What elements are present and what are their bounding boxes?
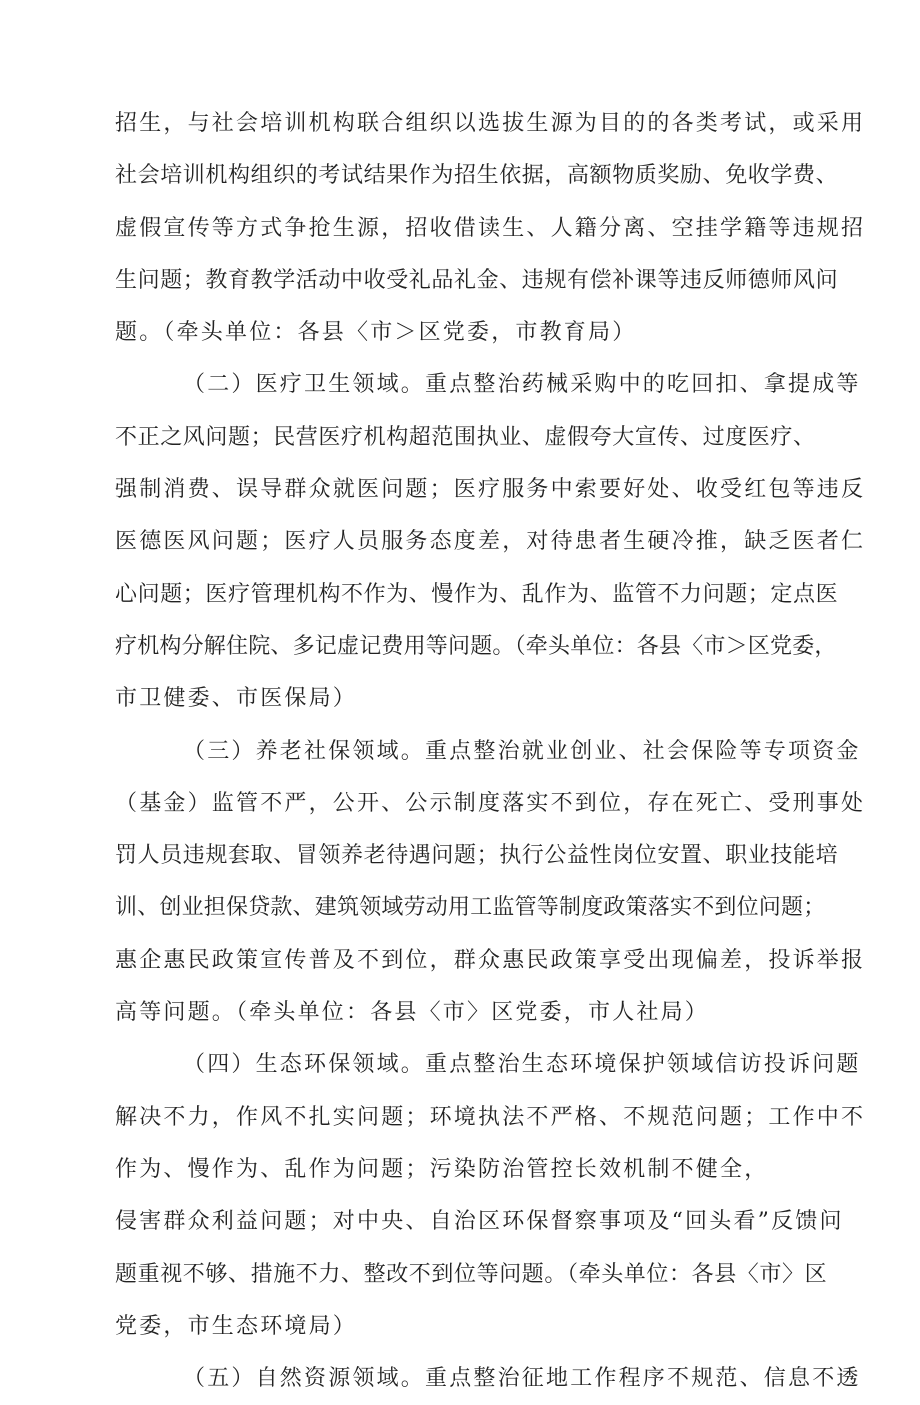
text-line: 医德医风问题；医疗人员服务态度差，对待患者生硬冷推，缺乏医者仁 (115, 529, 866, 555)
text-line: 高等问题。（牵头单位：各县〈市〉区党委，市人社局） (115, 1000, 710, 1026)
text-line: 惠企惠民政策宣传普及不到位，群众惠民政策享受出现偏差，投诉举报 (115, 947, 866, 973)
paragraph-heading-line: （三）养老社保领域。重点整治就业创业、社会保险等专项资金 (183, 738, 861, 764)
text-line: 不正之风问题；民营医疗机构超范围执业、虚假夸大宣传、过度医疗、 (115, 424, 816, 450)
text-line: 生问题；教育教学活动中收受礼品礼金、违规有偿补课等违反师德师风问 (115, 267, 839, 293)
text-line: 党委，市生态环境局） (115, 1313, 358, 1339)
text-line: 虚假宣传等方式争抢生源，招收借读生、人籍分离、空挂学籍等违规招 (115, 215, 866, 241)
text-line: 罚人员违规套取、冒领养老待遇问题；执行公益性岗位安置、职业技能培 (115, 843, 839, 869)
text-line: 市卫健委、市医保局） (115, 686, 358, 712)
text-line: 题重视不够、措施不力、整改不到位等问题。（牵头单位：各县〈市〉区 (115, 1261, 828, 1287)
text-line: （基金）监管不严，公开、公示制度落实不到位，存在死亡、受刑事处 (115, 790, 866, 816)
text-line: 疗机构分解住院、多记虚记费用等问题。（牵头单位：各县〈市＞区党委， (115, 633, 837, 659)
text-line: 招生，与社会培训机构联合组织以选拔生源为目的的各类考试，或采用 (115, 111, 866, 136)
text-line: 题。（牵头单位：各县〈市＞区党委，市教育局） (115, 320, 637, 346)
text-line: 强制消费、误导群众就医问题；医疗服务中索要好处、收受红包等违反 (115, 477, 866, 503)
document-body (115, 98, 866, 1405)
text-line: 社会培训机构组织的考试结果作为招生依据，高额物质奖励、免收学费、 (115, 163, 839, 189)
text-line: 作为、慢作为、乱作为问题；污染防治管控长效机制不健全， (115, 1156, 769, 1182)
text-line: 心问题；医疗管理机构不作为、慢作为、乱作为、监管不力问题；定点医 (115, 581, 839, 607)
paragraph-heading-line: （五）自然资源领域。重点整治征地工作程序不规范、信息不透 (183, 1366, 861, 1392)
text-line: 侵害群众利益问题；对中央、自治区环保督察事项及“回头看”反馈问 (115, 1209, 844, 1235)
paragraph-heading-line: （二）医疗卫生领域。重点整治药械采购中的吃回扣、拿提成等 (183, 372, 861, 398)
text-line: 解决不力，作风不扎实问题；环境执法不严格、不规范问题；工作中不 (115, 1104, 866, 1130)
text-line: 训、创业担保贷款、建筑领域劳动用工监管等制度政策落实不到位问题； (115, 895, 826, 921)
paragraph-heading-line: （四）生态环保领域。重点整治生态环境保护领域信访投诉问题 (183, 1052, 861, 1078)
